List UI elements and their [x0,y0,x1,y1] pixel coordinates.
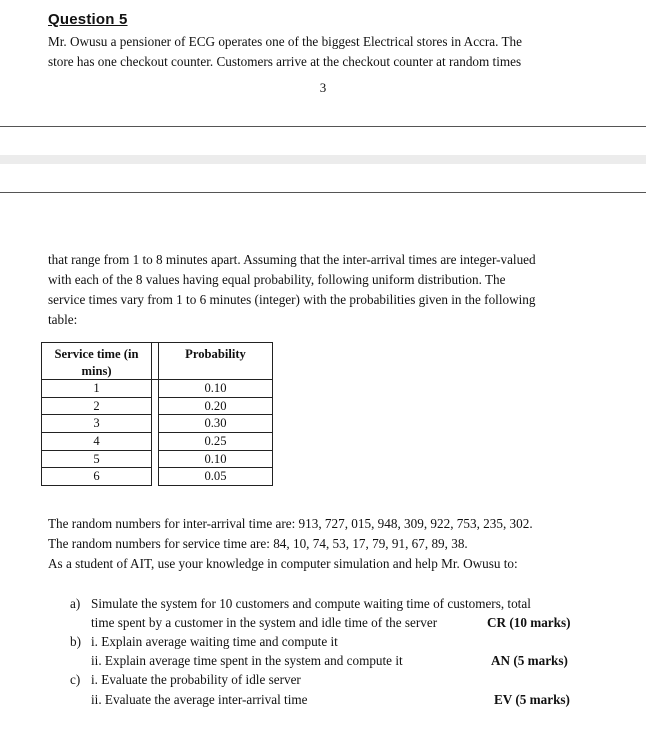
header-service-time [42,343,152,380]
cont-line-3: service times vary from 1 to 6 minutes (integer) with the probabilities given in the following [48,292,536,307]
task-a-marks: CR (10 marks) [487,615,571,630]
task-c-label: c) [70,672,81,687]
task-c-marks: EV (5 marks) [494,692,570,707]
table-cell-prob: 0.10 [159,450,273,468]
intro-line-1: Mr. Owusu a pensioner of ECG operates one of the biggest Electrical stores in Accra. The [48,34,523,49]
table-row [42,415,273,433]
table-cell-prob: 0.30 [159,415,273,433]
cont-line-2: with each of the 8 values having equal probability, following uniform distribution. The [48,272,506,287]
header-service-time-line1: Service time (in [54,347,139,361]
table-cell-time: 2 [42,397,152,415]
task-b-i: i. Explain average waiting time and compute it [91,634,338,649]
table-row [42,450,273,468]
table-cell-prob: 0.20 [159,397,273,415]
interarrival-random-numbers: The random numbers for inter-arrival time are: 913, 727, 015, 948, 309, 922, 753, 235, 302. [48,516,533,531]
question-heading: Question 5 [48,11,128,28]
task-list [0,594,646,714]
task-b-marks: AN (5 marks) [491,653,568,668]
intro-paragraph [48,32,588,72]
table-cell-time: 5 [42,450,152,468]
cont-line-4: table: [48,312,78,327]
table-cell-time: 6 [42,468,152,486]
table-cell-time: 3 [42,415,152,433]
table-cell-time: 4 [42,432,152,450]
intro-line-2: store has one checkout counter. Customers arrive at the checkout counter at random times [48,54,522,69]
table-body [42,380,273,486]
random-numbers-paragraph [48,514,608,574]
instruction-line: As a student of AIT, use your knowledge in computer simulation and help Mr. Owusu to: [48,556,518,571]
table-row [42,397,273,415]
table-cell-prob: 0.05 [159,468,273,486]
table-row [42,468,273,486]
page-number: 3 [319,80,327,95]
task-a-line-2: time spent by a customer in the system and idle time of the server [91,615,438,630]
task-c-ii: ii. Evaluate the average inter-arrival time [91,692,308,707]
table-cell-time: 1 [42,380,152,398]
table-cell-prob: 0.10 [159,380,273,398]
task-a-line-1: Simulate the system for 10 customers and compute waiting time of customers, total [91,596,531,611]
table-header-row [42,343,273,380]
header-service-time-line2: mins) [81,363,112,378]
table-row [42,380,273,398]
task-b-label: b) [70,634,81,649]
task-c-i: i. Evaluate the probability of idle server [91,672,301,687]
service-random-numbers: The random numbers for service time are: 84, 10, 74, 53, 17, 79, 91, 67, 89, 38. [48,536,468,551]
service-time-table [41,342,273,486]
task-a-label: a) [70,596,81,611]
header-probability: Probability [159,343,273,380]
page-break-rule-bottom [0,192,646,193]
table-row [42,432,273,450]
cont-line-1: that range from 1 to 8 minutes apart. Assuming that the inter-arrival times are integer-valued [48,252,536,267]
continued-paragraph [48,250,588,330]
page-gap-band [0,155,646,164]
table-cell-prob: 0.25 [159,432,273,450]
page-break-rule-top [0,126,646,127]
task-b-ii: ii. Explain average time spent in the system and compute it [91,653,403,668]
